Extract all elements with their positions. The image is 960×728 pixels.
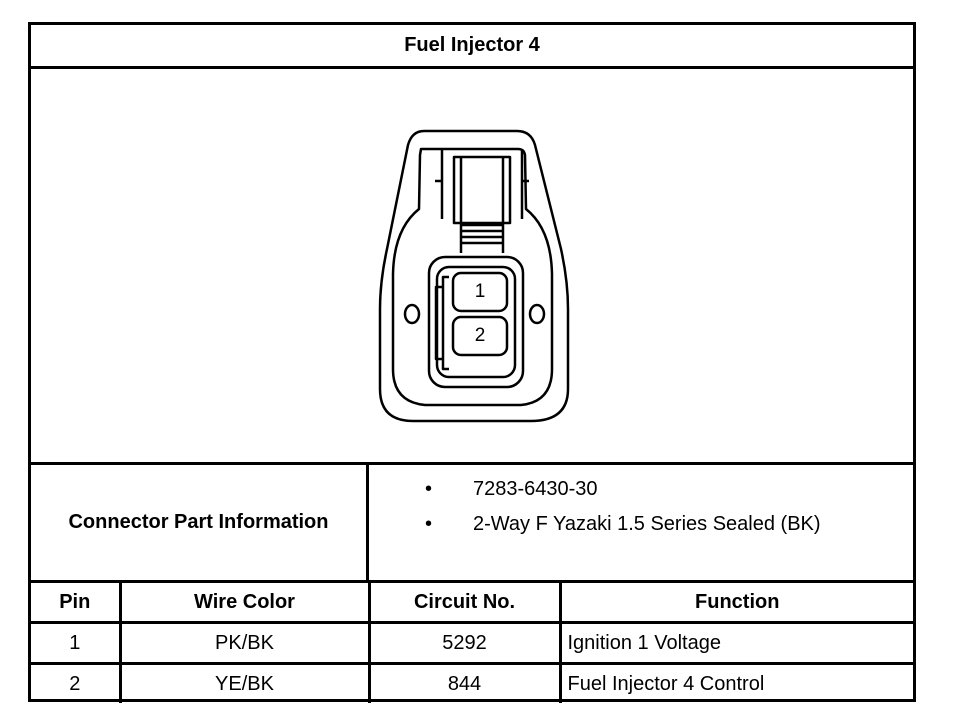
connector-sheet xyxy=(28,22,916,702)
bullet-icon: • xyxy=(425,478,433,500)
cell-circuit-no: 5292 xyxy=(369,623,560,664)
connector-diagram xyxy=(31,69,913,462)
cell-wire-color: YE/BK xyxy=(120,664,369,704)
connector-type-item xyxy=(425,513,821,536)
left-mounting-hole xyxy=(405,305,419,323)
connector-face-drawing xyxy=(31,69,913,462)
right-mounting-hole xyxy=(530,305,544,323)
header-circuit-no: Circuit No. xyxy=(369,582,560,623)
connector-face-outline xyxy=(393,149,552,405)
table-header-row xyxy=(31,582,913,623)
cell-pin: 2 xyxy=(31,664,120,704)
cell-function: Ignition 1 Voltage xyxy=(560,623,913,664)
table-row xyxy=(31,664,913,704)
pin-1-label: 1 xyxy=(474,281,486,302)
header-function: Function xyxy=(560,582,913,623)
pin-2-label: 2 xyxy=(474,325,486,346)
connector-info-list xyxy=(369,465,913,580)
cell-function: Fuel Injector 4 Control xyxy=(560,664,913,704)
table-row xyxy=(31,623,913,664)
header-pin: Pin xyxy=(31,582,120,623)
connector-info-row xyxy=(31,462,913,580)
part-number-item xyxy=(425,478,598,501)
cell-pin: 1 xyxy=(31,623,120,664)
latch-body xyxy=(454,157,510,223)
connector-type: 2-Way F Yazaki 1.5 Series Sealed (BK) xyxy=(473,513,821,535)
bullet-icon: • xyxy=(425,513,433,535)
cell-circuit-no: 844 xyxy=(369,664,560,704)
pin-table xyxy=(31,580,913,703)
connector-info-label: Connector Part Information xyxy=(31,465,369,580)
part-number: 7283-6430-30 xyxy=(473,478,598,500)
header-wire-color: Wire Color xyxy=(120,582,369,623)
page-title: Fuel Injector 4 xyxy=(31,25,913,69)
cell-wire-color: PK/BK xyxy=(120,623,369,664)
